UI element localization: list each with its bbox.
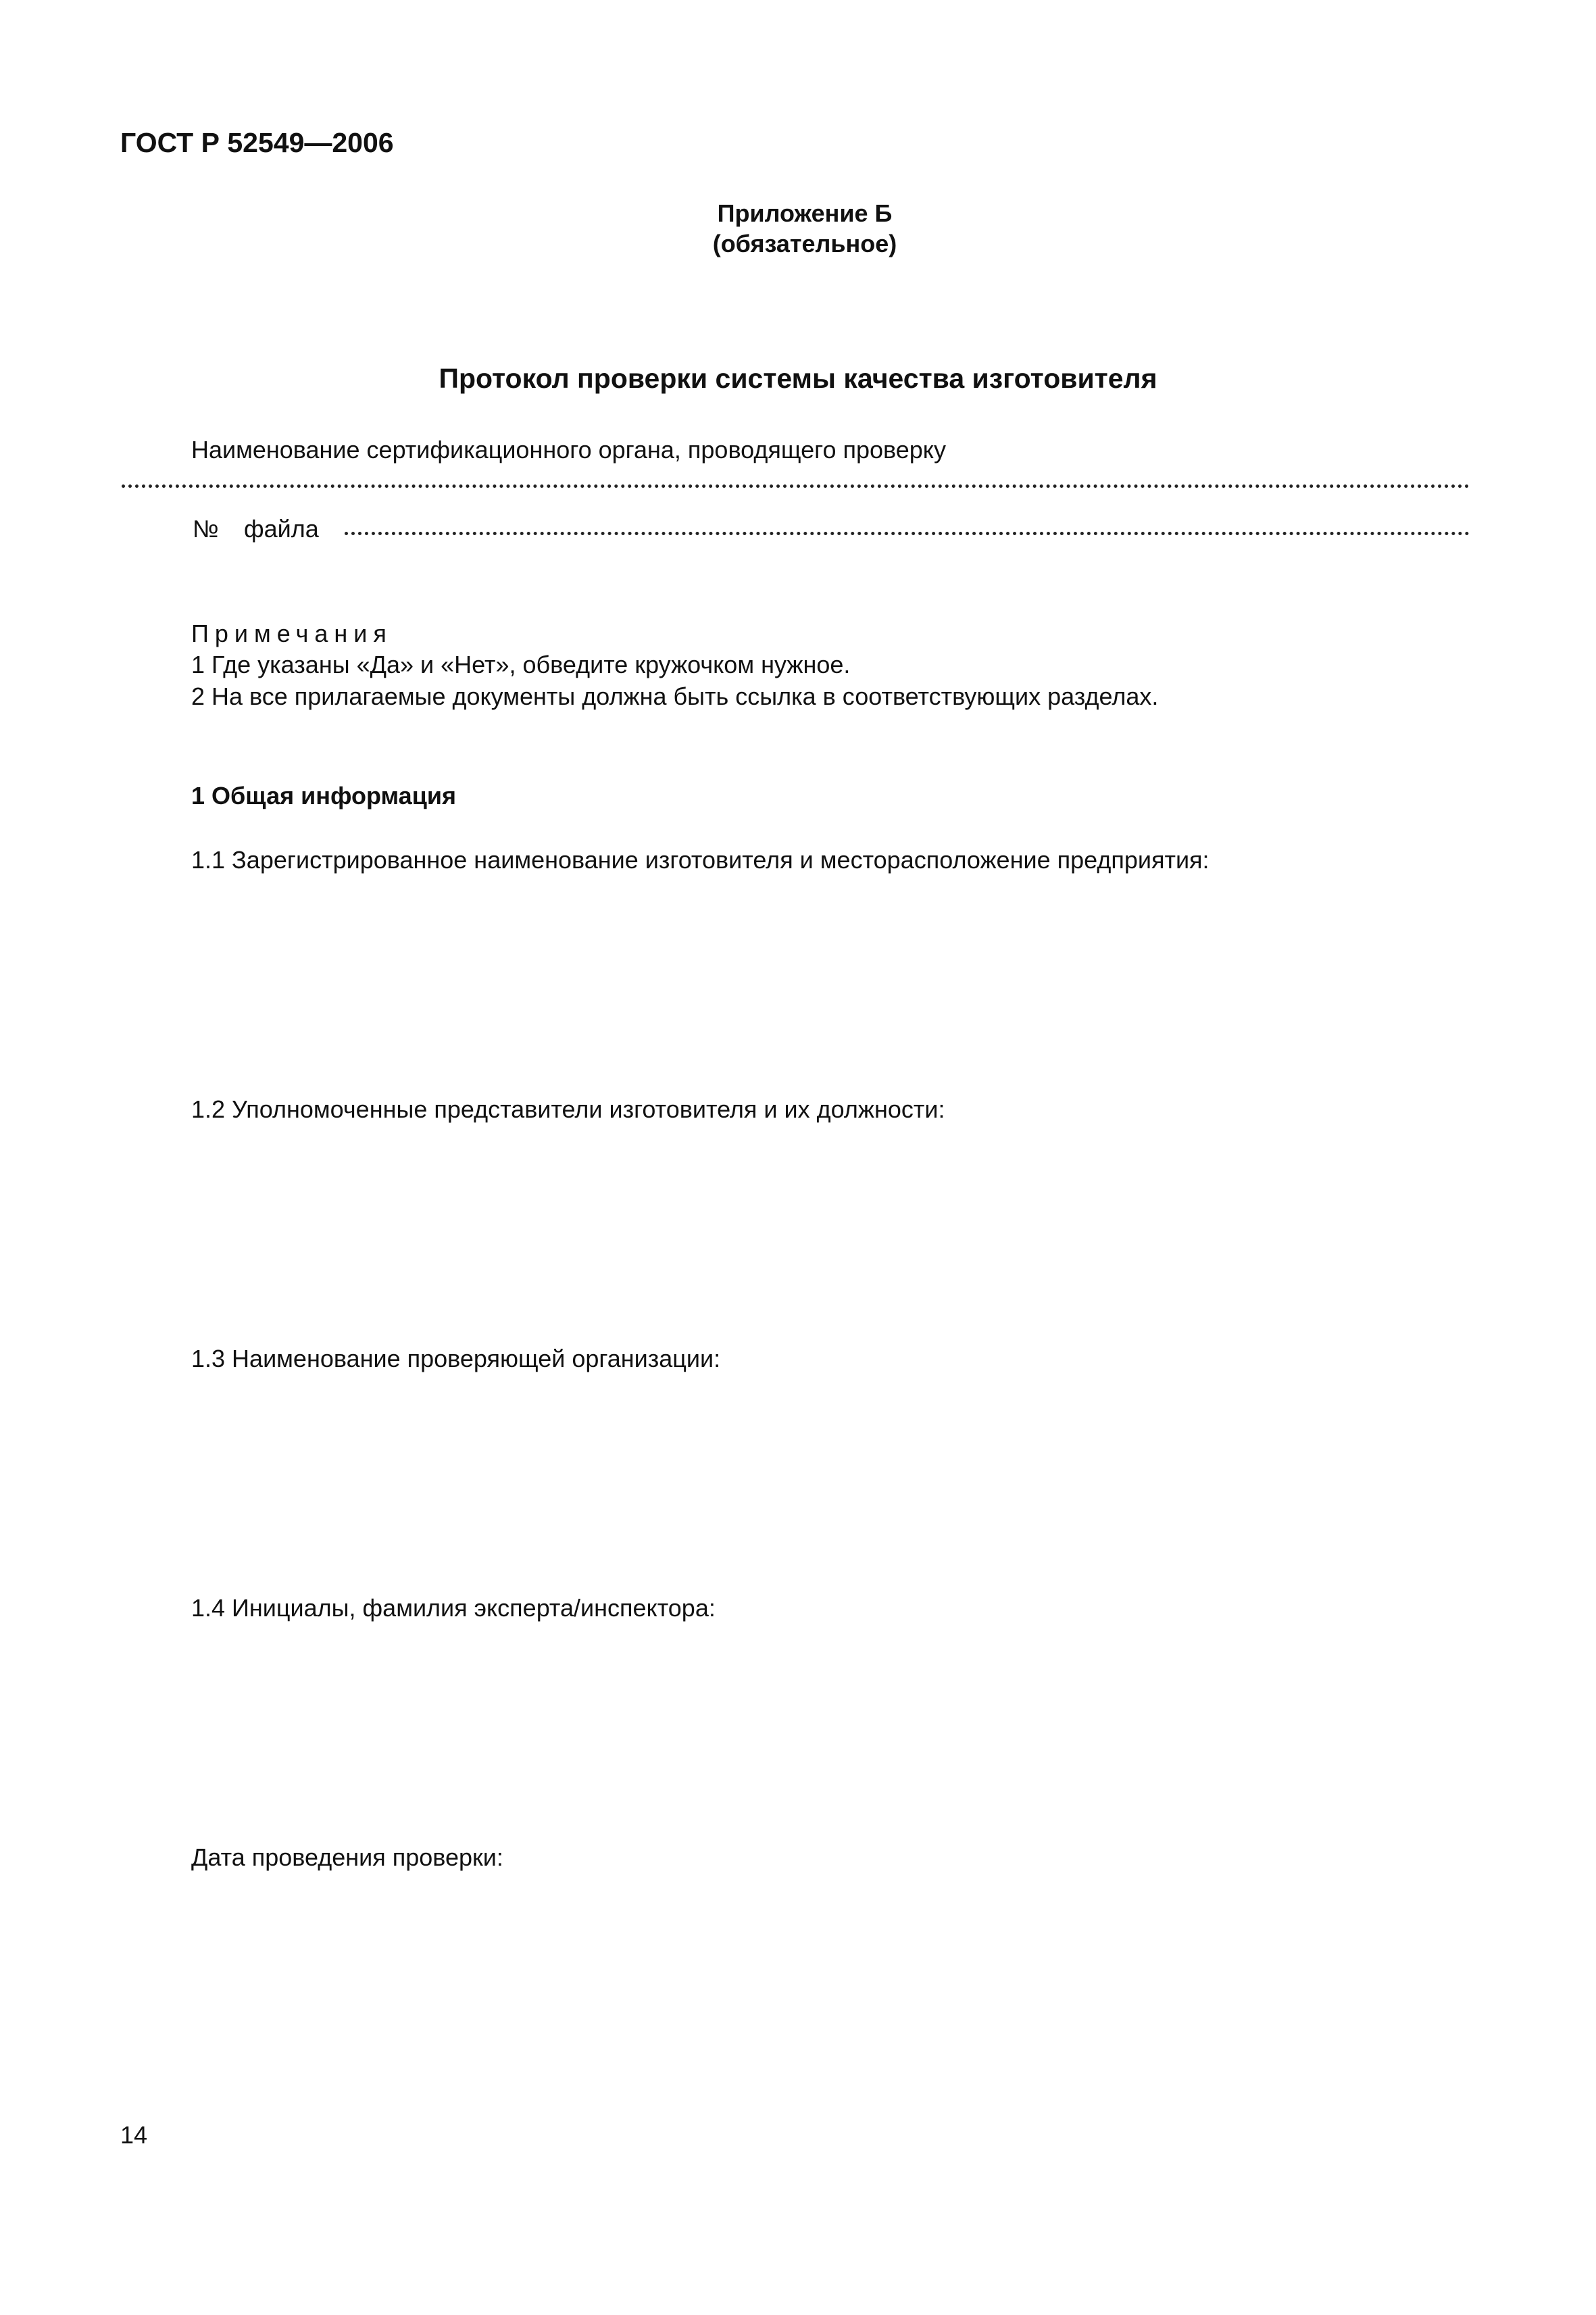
file-number-fill-line[interactable] <box>345 532 1470 535</box>
note-item: 2 На все прилагаемые документы должна быть ссылка в соответствующих разделах. <box>191 682 1159 710</box>
cert-body-fill-line[interactable] <box>122 484 1470 488</box>
file-number-sign: № <box>193 515 219 543</box>
section-item: 1.3 Наименование проверяющей организации: <box>191 1345 721 1372</box>
section-item: 1.4 Инициалы, фамилия эксперта/инспектора: <box>191 1594 716 1622</box>
note-item: 1 Где указаны «Да» и «Нет», обведите кружочком нужное. <box>191 651 851 678</box>
notes-heading: Примечания <box>191 620 393 647</box>
cert-body-label: Наименование сертификационного органа, проводящего проверку <box>191 436 946 464</box>
annex-label: Приложение Б <box>717 199 893 227</box>
page-number: 14 <box>120 2121 148 2149</box>
section-heading: 1 Общая информация <box>191 782 456 810</box>
annex-status: (обязательное) <box>712 230 897 257</box>
file-number-label: файла <box>244 515 319 543</box>
document-code: ГОСТ Р 52549—2006 <box>120 127 394 158</box>
protocol-title: Протокол проверки системы качества изготовителя <box>439 363 1157 394</box>
inspection-date-label: Дата проведения проверки: <box>191 1843 503 1871</box>
section-item: 1.1 Зарегистрированное наименование изготовителя и месторасположение предприятия: <box>191 846 1210 874</box>
section-item: 1.2 Уполномоченные представители изготовителя и их должности: <box>191 1095 945 1123</box>
